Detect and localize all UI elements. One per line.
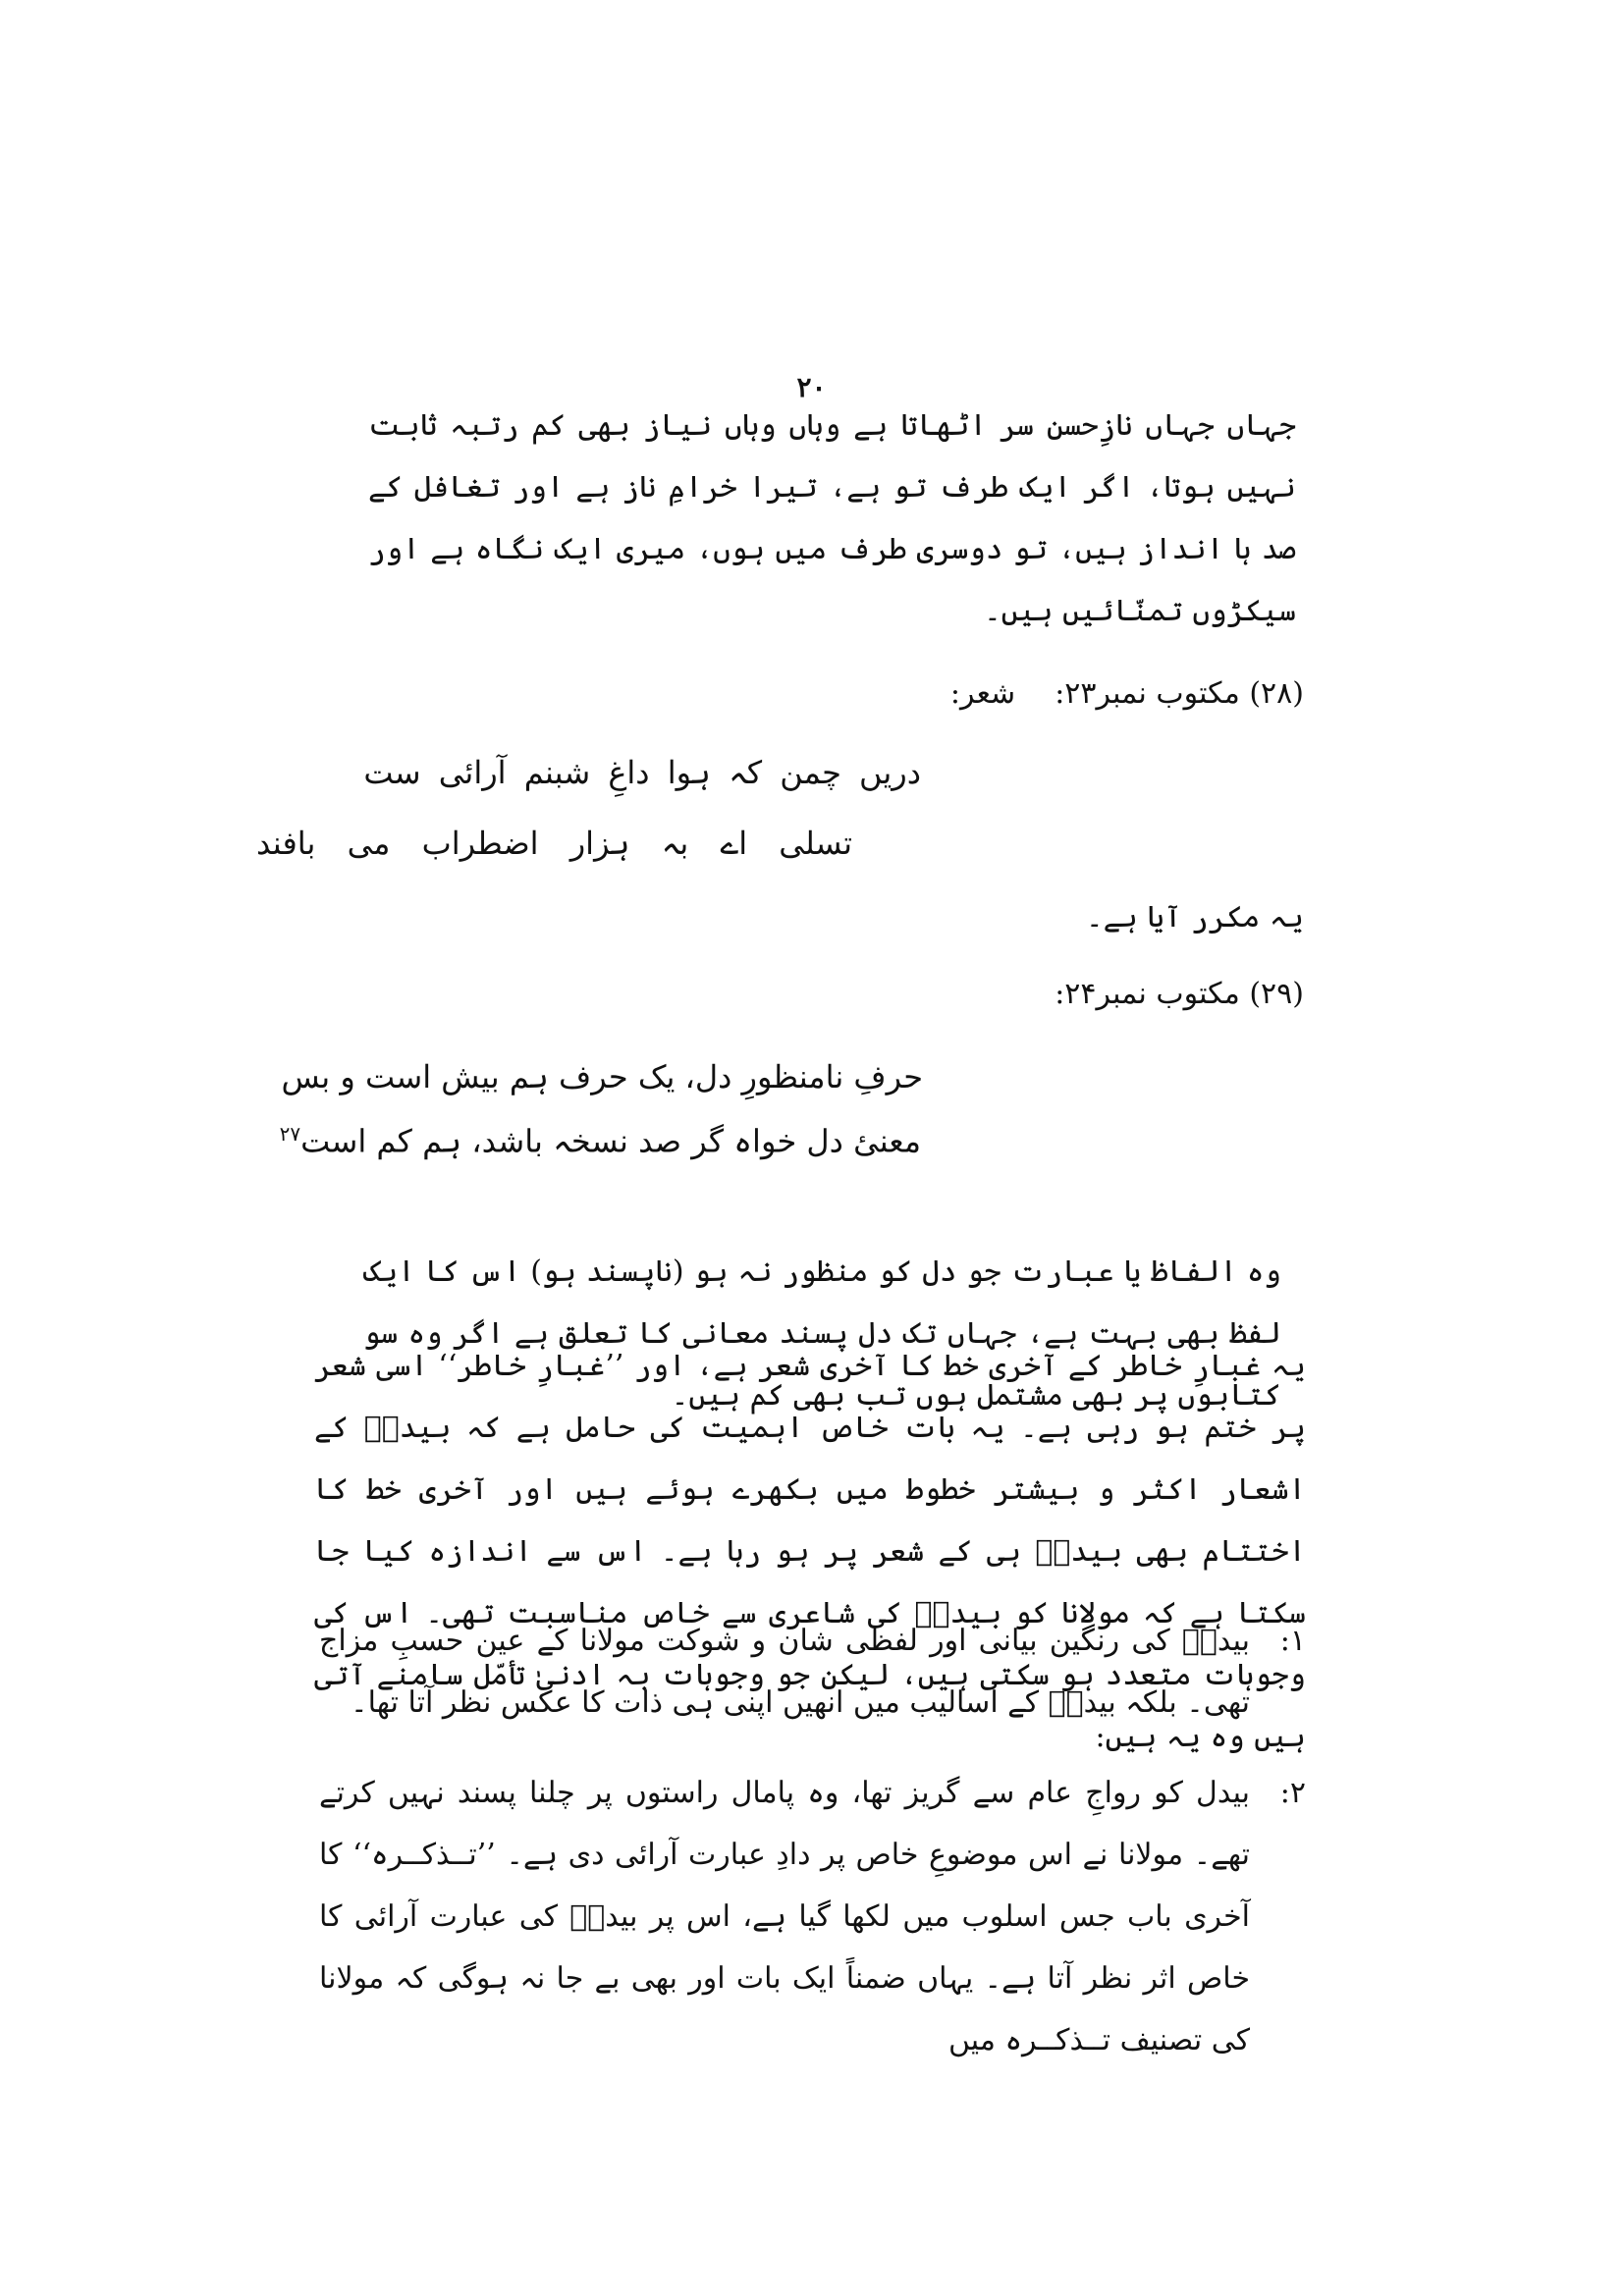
verse-tag: شعر: xyxy=(949,676,1016,711)
footnote-reference: ۲۷ xyxy=(279,1122,301,1146)
letter-29-heading xyxy=(1055,970,1304,1019)
list-item-text: بیدل کو رواجِ عام سے گریز تھا، وہ پامال راستوں پر چلنا پسند نہیں کرتے تھے۔ مولانا نے اس موضوعِ خاص پر دادِ عبارت آرائی دی ہے۔ ’’تــذکــرہ‘‘ کا آخری باب جس اسلوب میں لکھا گیا ہے، اس پر بیدلؔ کی عبارت آرائی کا خاص اثر نظر آتا ہے۔ یہاں ضمناً ایک بات اور بھی بے جا نہ ہوگی کہ مولانا کی تصنیف تــذکــرہ میں xyxy=(319,1776,1250,2057)
page-number: ۲۰ xyxy=(796,371,827,403)
verse-1-line-1: دریں چمن کہ ہوا داغِ شبنم آرائی ست xyxy=(363,754,921,791)
paragraph-translation: وہ الفاظ یا عبارت جو دل کو منظور نہ ہو (ناپسند ہو) اس کا ایک لفظ بھی بہت ہے، جہاں تک دل پسند معانی کا تعلق ہے اگر وہ سو کتابوں پر بھی مشتمل ہوں تب بھی کم ہیں۔ xyxy=(363,1255,1281,1413)
list-item-text: بیدلؔ کی رنگین بیانی اور لفظی شان و شوکت مولانا کے عین حسبِ مزاج تھی۔ بلکہ بیدلؔ کے اسالیب میں انھیں اپنی ہی ذات کا عکس نظر آتا تھا۔ xyxy=(319,1624,1250,1720)
list-item xyxy=(319,1762,1306,2057)
paragraph-opening: جہاں جہاں نازِحسن سر اٹھاتا ہے وہاں وہاں نیاز بھی کم رتبہ ثابت نہیں ہوتا، اگر ایک طرف تو ہے، تیرا خرامِ ناز ہے اور تغافل کے صد ہا انداز ہیں، تو دوسری طرف میں ہوں، میری ایک نگاہ ہے اور سیکڑوں تمنّائیں ہیں۔ xyxy=(368,408,1296,628)
verse-2-line-1: حرفِ نامنظورِ دل، یک حرف ہم بیش است و بس xyxy=(281,1058,923,1095)
list-item xyxy=(319,1610,1306,1737)
letter-28-label: (۲۸) مکتوب نمبر۲۳: xyxy=(1055,676,1304,711)
letter-28-heading xyxy=(950,669,1304,719)
list-item-number: ۱: xyxy=(1279,1624,1306,1658)
paragraph-discussion: یہ غبارِ خاطر کے آخری خط کا آخری شعر ہے، اور ’’غبارِ خاطر‘‘ اسی شعر پر ختم ہو رہی ہے۔ یہ بات خاص اہمیت کی حامل ہے کہ بیدلؔ کے اشعار اکثر و بیشتر خطوط میں بکھرے ہوئے ہیں اور آخری خط کا اختتام بھی بیدلؔ ہی کے شعر پر ہو رہا ہے۔ اس سے اندازہ کیا جا سکتا ہے کہ مولانا کو بیدلؔ کی شاعری سے خاص مناسبت تھی۔ اس کی وجوہات متعدد ہو سکتی ہیں، لیکن جو وجوہات بہ ادنیٰ تأمّل سامنے آتی ہیں وہ یہ ہیں: xyxy=(314,1349,1306,1754)
list-item-number: ۲: xyxy=(1279,1776,1306,1810)
letter-29-label: (۲۹) مکتوب نمبر۲۴: xyxy=(1055,977,1304,1011)
verse-2-line-2-text: معنیٔ دل خواہ گر صد نسخہ باشد، ہم کم است xyxy=(300,1122,921,1160)
verse-2-line-2 xyxy=(280,1122,921,1160)
repeat-note: یہ مکرر آیا ہے۔ xyxy=(1086,900,1304,934)
verse-1-line-2: تسلی اے بہ ہزار اضطراب می بافند xyxy=(256,825,852,862)
